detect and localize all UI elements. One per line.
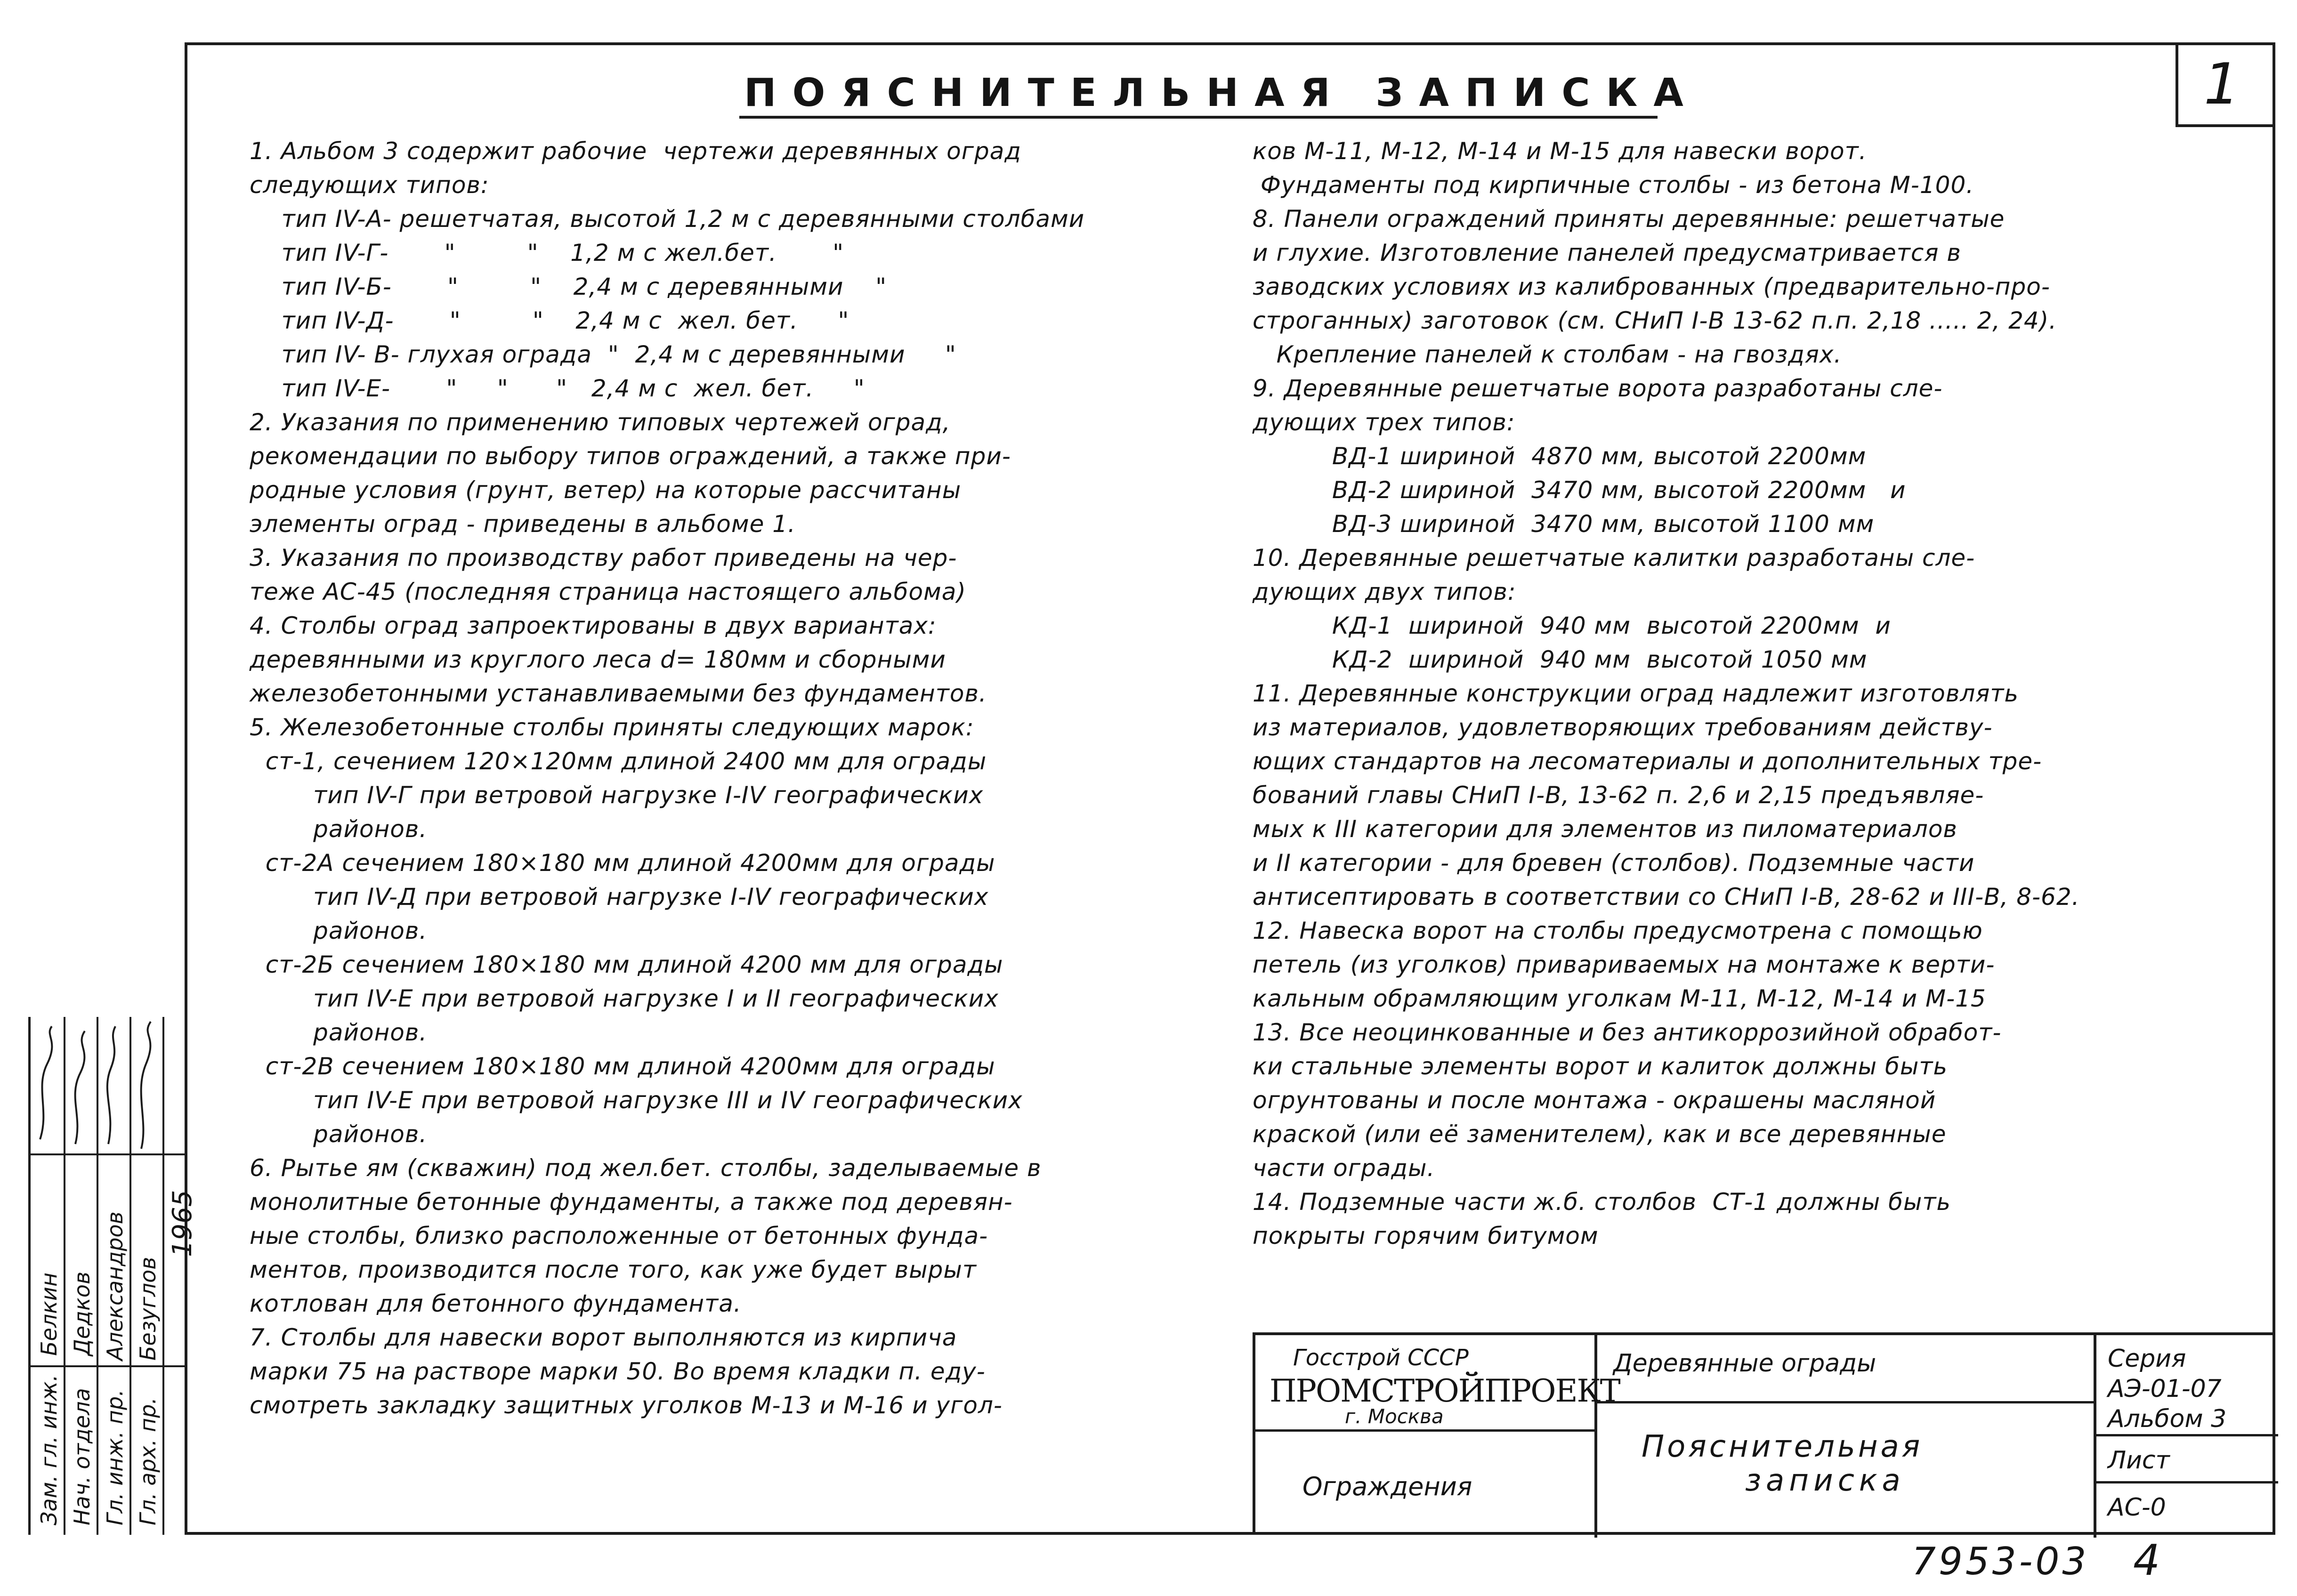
text-line: 1. Альбом 3 содержит рабочие чертежи деревянных оград — [250, 137, 1021, 165]
text-line: ст-2Б сечением 180×180 мм длиной 4200 мм для ограды — [250, 951, 1003, 978]
text-line: мых к III категории для элементов из пиломатериалов — [1253, 815, 1957, 843]
text-line: ки стальные элементы ворот и калиток должны быть — [1253, 1053, 1948, 1080]
text-line: рекомендации по выбору типов ограждений, а также при- — [250, 443, 1011, 470]
text-line: монолитные бетонные фундаменты, а также под деревян- — [250, 1188, 1013, 1216]
person-name: Белкин — [36, 1272, 62, 1356]
text-line: тип IV-А- решетчатая, высотой 1,2 м с деревянными столбами — [250, 205, 1085, 233]
strip-divider — [31, 1153, 187, 1155]
sheet-value: АС-0 — [2108, 1493, 2166, 1522]
text-line: 8. Панели ограждений приняты деревянные: решетчатые — [1253, 205, 2005, 233]
text-line: заводских условиях из калиброванных (предварительно-про- — [1253, 273, 2050, 300]
text-line: 11. Деревянные конструкции оград надлежит изготовлять — [1253, 680, 2019, 707]
text-line: тип IV-Б- " " 2,4 м с деревянными " — [250, 273, 887, 300]
text-line: антисептировать в соответствии со СНиП I-В, 28-62 и III-В, 8-62. — [1253, 883, 2080, 911]
text-line: ВД-1 шириной 4870 мм, высотой 2200мм — [1253, 443, 1867, 470]
text-line: КД-2 шириной 940 мм высотой 1050 мм — [1253, 646, 1868, 673]
text-line: ст-1, сечением 120×120мм длиной 2400 мм для ограды — [250, 748, 987, 775]
doc-title-line2: записка — [1745, 1463, 1905, 1498]
person-name: Безуглов — [135, 1257, 161, 1361]
text-line: 9. Деревянные решетчатые ворота разработаны сле- — [1253, 375, 1943, 402]
text-line: 3. Указания по производству работ приведены на чер- — [250, 544, 957, 572]
text-line: дующих трех типов: — [1253, 409, 1515, 436]
text-line: районов. — [250, 1120, 428, 1148]
text-line: ВД-3 шириной 3470 мм, высотой 1100 мм — [1253, 510, 1875, 538]
text-line: следующих типов: — [250, 171, 489, 199]
text-line: железобетонными устанавливаемыми без фундаментов. — [250, 680, 987, 707]
series-label: Серия — [2108, 1345, 2186, 1373]
text-line: кальным обрамляющим уголкам М-11, М-12, М-14 и М-15 — [1253, 985, 1986, 1012]
text-line: Фундаменты под кирпичные столбы - из бетона М-100. — [1253, 171, 1974, 199]
page-number: 4 — [2133, 1536, 2160, 1585]
role-label: Гл. инж. пр. — [102, 1389, 128, 1525]
text-line: тип IV-Д- " " 2,4 м с жел. бет. " — [250, 307, 849, 334]
text-line: покрыты горячим битумом — [1253, 1222, 1599, 1249]
text-line: ст-2А сечением 180×180 мм длиной 4200мм для ограды — [250, 849, 995, 877]
text-line: 12. Навеска ворот на столбы предусмотрена с помощью — [1253, 917, 1983, 944]
signatures — [31, 1017, 187, 1153]
album-label: Альбом 3 — [2108, 1405, 2227, 1433]
text-line: и II категории - для бревен (столбов). Подземные части — [1253, 849, 1975, 877]
text-line: краской (или её заменителем), как и все деревянные — [1253, 1120, 1947, 1148]
text-line: 6. Рытье ям (скважин) под жел.бет. столбы, заделываемые в — [250, 1154, 1042, 1182]
title-underline — [739, 116, 1658, 119]
section-label: Ограждения — [1302, 1472, 1472, 1501]
signature-strip — [28, 1017, 198, 1535]
role-label: Гл. арх. пр. — [135, 1397, 161, 1525]
text-line: КД-1 шириной 940 мм высотой 2200мм и — [1253, 612, 1891, 639]
text-line: ВД-2 шириной 3470 мм, высотой 2200мм и — [1253, 476, 1906, 504]
text-line: бований главы СНиП I-В, 13-62 п. 2,6 и 2,15 предъявляе- — [1253, 782, 1984, 809]
right-text-column — [1253, 134, 2080, 1253]
role-label: Нач. отдела — [69, 1388, 95, 1525]
text-line: районов. — [250, 917, 428, 944]
text-line: Крепление панелей к столбам - на гвоздях. — [1253, 341, 1842, 368]
text-line: и глухие. Изготовление панелей предусматривается в — [1253, 239, 1961, 266]
text-line: 10. Деревянные решетчатые калитки разработаны сле- — [1253, 544, 1975, 572]
text-line: тип IV-Г- " " 1,2 м с жел.бет. " — [250, 239, 844, 266]
text-line: части ограды. — [1253, 1154, 1435, 1182]
text-line: ющих стандартов на лесоматериалы и дополнительных тре- — [1253, 748, 2042, 775]
text-line: огрунтованы и после монтажа - окрашены масляной — [1253, 1087, 1936, 1114]
text-line: 14. Подземные части ж.б. столбов СТ-1 должны быть — [1253, 1188, 1951, 1216]
person-name: Александров — [102, 1211, 128, 1361]
person-name: Дедков — [69, 1271, 95, 1356]
left-text-column — [250, 134, 1084, 1422]
text-line: теже АС-45 (последняя страница настоящего альбома) — [250, 578, 966, 605]
text-line: 7. Столбы для навески ворот выполняются из кирпича — [250, 1324, 957, 1351]
doc-title-line1: Пояснительная — [1642, 1429, 1923, 1464]
text-line: тип IV-Е при ветровой нагрузке III и IV географических — [250, 1087, 1023, 1114]
text-line: котлован для бетонного фундамента. — [250, 1290, 742, 1317]
text-line: родные условия (грунт, ветер) на которые рассчитаны — [250, 476, 962, 504]
text-line: ст-2В сечением 180×180 мм длиной 4200мм для ограды — [250, 1053, 995, 1080]
title-block — [1253, 1332, 2275, 1535]
tb-divider — [2096, 1434, 2278, 1436]
tb-divider — [2096, 1481, 2278, 1483]
text-line: тип IV-Е при ветровой нагрузке I и II географических — [250, 985, 999, 1012]
inventory-number: 7953-03 — [1912, 1540, 2089, 1583]
text-line: из материалов, удовлетворяющих требованиям действу- — [1253, 714, 1993, 741]
sheet-number: 1 — [2204, 52, 2240, 117]
tb-divider — [1597, 1401, 2094, 1403]
org-top: Госстрой СССР — [1293, 1345, 1469, 1371]
tb-divider — [2094, 1335, 2096, 1538]
text-line: деревянными из круглого леса d= 180мм и сборными — [250, 646, 946, 673]
role-label: Зам. гл. инж. — [36, 1374, 62, 1525]
text-line: элементы оград - приведены в альбоме 1. — [250, 510, 796, 538]
tb-divider — [1255, 1429, 1594, 1432]
text-line: тип IV-Е- " " " 2,4 м с жел. бет. " — [250, 375, 865, 402]
text-line: марки 75 на растворе марки 50. Во время кладки п. еду- — [250, 1358, 986, 1385]
strip-divider — [31, 1365, 187, 1367]
text-line: смотреть закладку защитных уголков М-13 и М-16 и угол- — [250, 1392, 1003, 1419]
year: 1965 — [167, 1190, 198, 1257]
org-name: ПРОМСТРОЙПРОЕКТ — [1270, 1373, 1620, 1409]
sheet-label: Лист — [2108, 1446, 2170, 1475]
text-line: ментов, производится после того, как уже будет вырыт — [250, 1256, 977, 1283]
subject-label: Деревянные ограды — [1613, 1349, 1876, 1378]
text-line: 13. Все неоцинкованные и без антикоррозийной обработ- — [1253, 1019, 2002, 1046]
text-line: строганных) заготовок (см. СНиП I-В 13-62 п.п. 2,18 ..... 2, 24). — [1253, 307, 2057, 334]
text-line: районов. — [250, 1019, 428, 1046]
text-line: тип IV-Г при ветровой нагрузке I-IV географических — [250, 782, 984, 809]
text-line: петель (из уголков) привариваемых на монтаже к верти- — [1253, 951, 1995, 978]
text-line: 5. Железобетонные столбы приняты следующих марок: — [250, 714, 974, 741]
text-line: 4. Столбы оград запроектированы в двух вариантах: — [250, 612, 937, 639]
tb-divider — [1594, 1335, 1597, 1538]
series-value: АЭ-01-07 — [2108, 1375, 2222, 1403]
page-title: ПОЯСНИТЕЛЬНАЯ ЗАПИСКА — [744, 71, 1699, 115]
text-line: районов. — [250, 815, 428, 843]
org-city: г. Москва — [1345, 1405, 1444, 1428]
text-line: дующих двух типов: — [1253, 578, 1516, 605]
text-line: тип IV- В- глухая ограда " 2,4 м с деревянными " — [250, 341, 956, 368]
text-line: тип IV-Д при ветровой нагрузке I-IV географических — [250, 883, 989, 911]
text-line: ков М-11, М-12, М-14 и М-15 для навески ворот. — [1253, 137, 1867, 165]
text-line: 2. Указания по применению типовых чертежей оград, — [250, 409, 951, 436]
text-line: ные столбы, близко расположенные от бетонных фунда- — [250, 1222, 988, 1249]
